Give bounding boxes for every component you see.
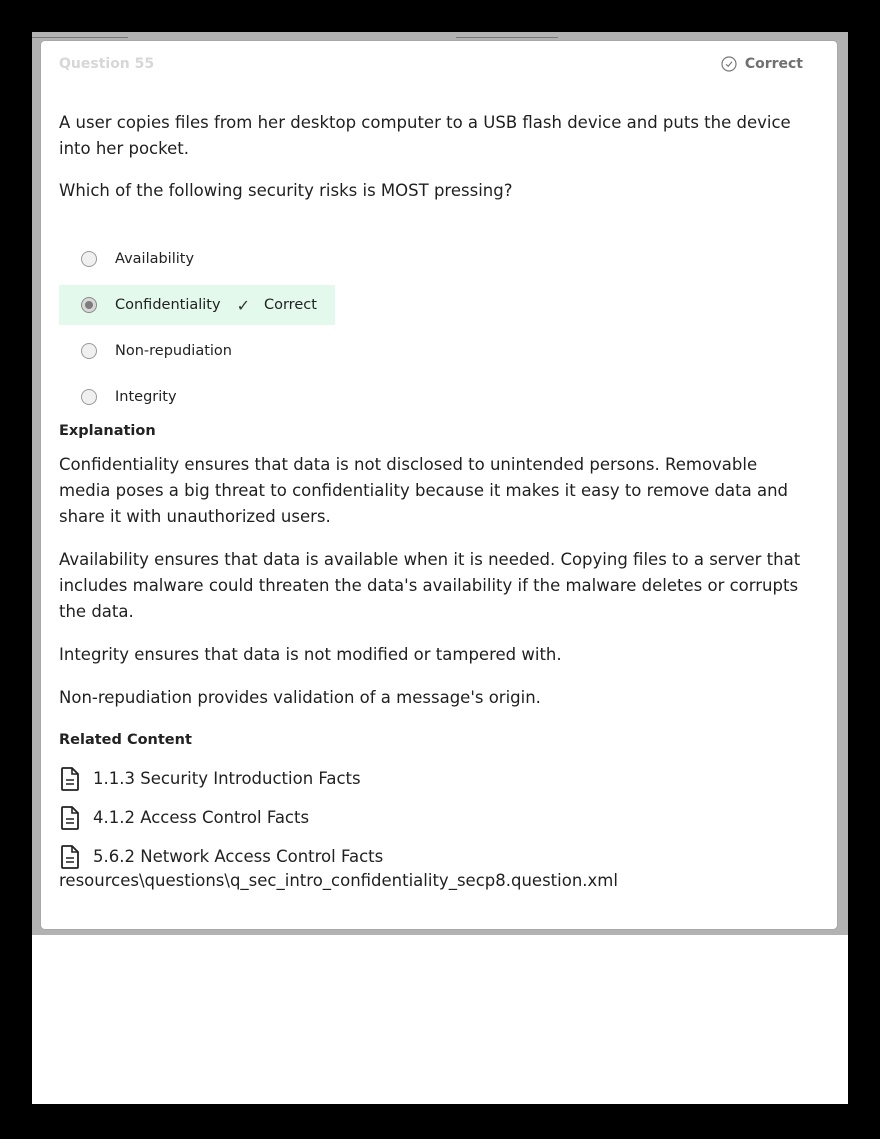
- option-label: Confidentiality: [115, 297, 221, 313]
- explanation-paragraph: Availability ensures that data is available when it is needed. Copying files to a server that includes malware could threaten the data's availability if the malware deletes or corrupts the data.: [59, 550, 801, 621]
- explanation-paragraph: Integrity ensures that data is not modified or tampered with.: [59, 645, 562, 664]
- option-label: Integrity: [115, 389, 177, 405]
- page: [32, 32, 848, 1104]
- stem-prompt: Which of the following security risks is MOST pressing?: [59, 181, 513, 200]
- related-content-heading: Related Content: [59, 732, 192, 748]
- radio-button[interactable]: [81, 389, 97, 405]
- option-label: Non-repudiation: [115, 343, 232, 359]
- explanation-heading: Explanation: [59, 423, 156, 439]
- answer-options: [59, 239, 335, 423]
- explanation-paragraph: Non-repudiation provides validation of a message's origin.: [59, 688, 541, 707]
- option-non-repudiation[interactable]: [59, 331, 250, 371]
- related-link-label: 5.6.2 Network Access Control Facts: [93, 847, 384, 866]
- question-stem: [59, 110, 813, 220]
- clipped-text-center: [456, 32, 558, 38]
- option-label: Availability: [115, 251, 195, 267]
- status-badge: [721, 56, 803, 72]
- document-icon: [59, 766, 81, 792]
- explanation-body: [59, 452, 813, 728]
- status-label: Correct: [744, 56, 803, 72]
- resource-path: resources\questions\q_sec_intro_confidentiality_secp8.question.xml: [59, 871, 618, 890]
- option-availability[interactable]: [59, 239, 212, 279]
- radio-button[interactable]: [81, 343, 97, 359]
- question-number: Question 55: [59, 56, 155, 72]
- check-icon: ✓: [236, 295, 250, 315]
- clipped-text-left: [32, 32, 128, 38]
- explanation-paragraph: Confidentiality ensures that data is not disclosed to unintended persons. Removable media poses a big threat to confidentiality because it makes it easy to remove data and share it with unauthorized users.: [59, 455, 789, 526]
- stem-scenario: A user copies files from her desktop computer to a USB flash device and puts the device into her pocket.: [59, 113, 791, 158]
- radio-button-selected[interactable]: [81, 297, 97, 313]
- related-link[interactable]: [59, 798, 383, 837]
- option-confidentiality[interactable]: [59, 285, 335, 325]
- related-link-label: 1.1.3 Security Introduction Facts: [93, 769, 361, 788]
- document-icon: [59, 805, 81, 831]
- related-link[interactable]: [59, 759, 383, 798]
- question-header: [59, 53, 803, 75]
- option-integrity[interactable]: [59, 377, 195, 417]
- document-icon: [59, 844, 81, 870]
- related-content-list: [59, 759, 383, 876]
- related-link-label: 4.1.2 Access Control Facts: [93, 808, 310, 827]
- option-feedback: Correct: [263, 297, 317, 313]
- question-card: [40, 40, 838, 930]
- check-circle-icon: [721, 56, 737, 72]
- radio-button[interactable]: [81, 251, 97, 267]
